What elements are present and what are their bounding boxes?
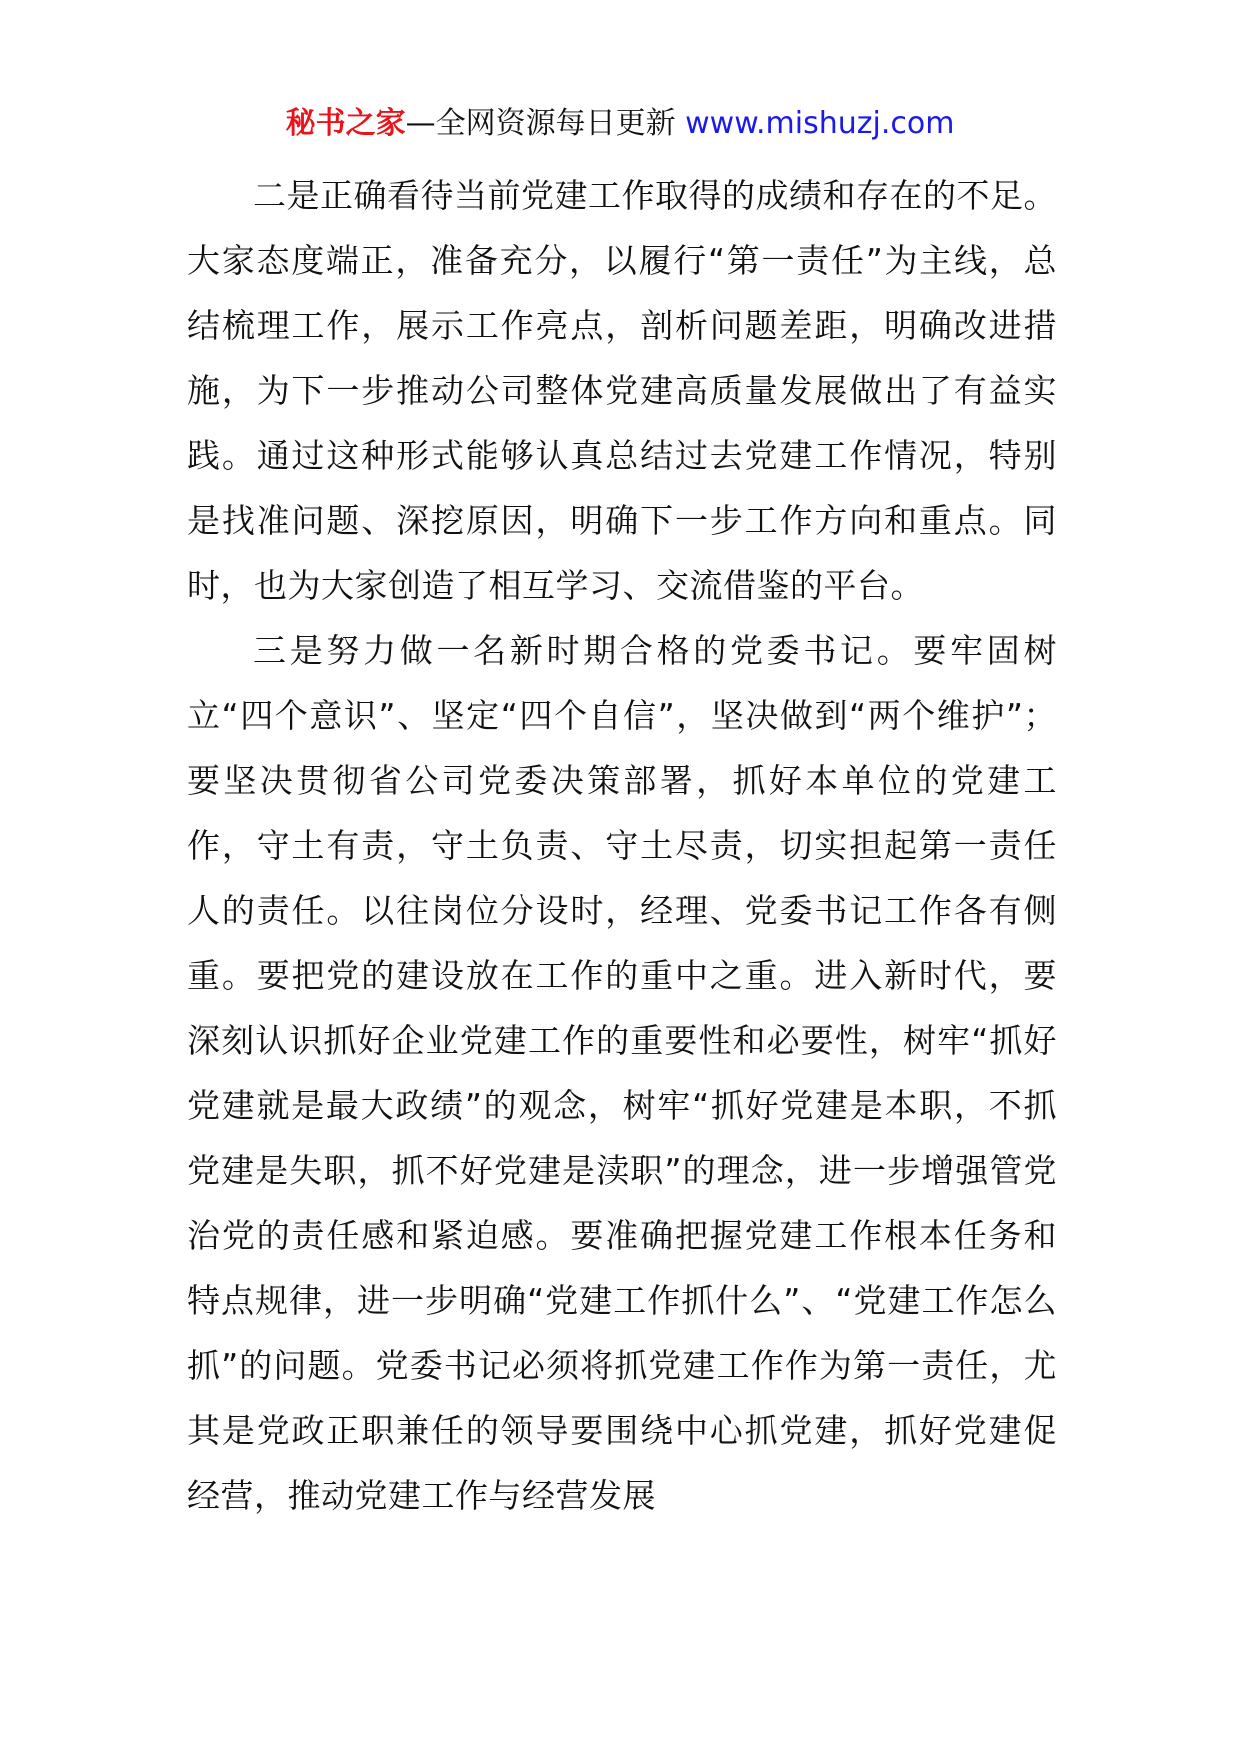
header-slogan: —全网资源每日更新 [405, 106, 676, 141]
document-body [187, 163, 1057, 1528]
brand-name: 秘书之家 [285, 106, 406, 141]
paragraph-second-point: 二是正确看待当前党建工作取得的成绩和存在的不足。大家态度端正，准备充分，以履行“第一责任”为主线，总结梳理工作，展示工作亮点，剖析问题差距，明确改进措施，为下一步推动公司整体党建高质量发展做出了有益实践。通过这种形式能够认真总结过去党建工作情况，特别是找准问题、深挖原因，明确下一步工作方向和重点。同时，也为大家创造了相互学习、交流借鉴的平台。 [187, 176, 1057, 605]
website-link[interactable]: www.mishuzj.com [685, 106, 955, 141]
paragraph-third-point: 三是努力做一名新时期合格的党委书记。要牢固树立“四个意识”、坚定“四个自信”，坚决做到“两个维护”；要坚决贯彻省公司党委决策部署，抓好本单位的党建工作，守土有责，守土负责、守土尽责，切实担起第一责任人的责任。以往岗位分设时，经理、党委书记工作各有侧重。要把党的建设放在工作的重中之重。进入新时代，要深刻认识抓好企业党建工作的重要性和必要性，树牢“抓好党建就是最大政绩”的观念，树牢“抓好党建是本职，不抓党建是失职，抓不好党建是渎职”的理念，进一步增强管党治党的责任感和紧迫感。要准确把握党建工作根本任务和特点规律，进一步明确“党建工作抓什么”、“党建工作怎么抓”的问题。党委书记必须将抓党建工作作为第一责任，尤其是党政正职兼任的领导要围绕中心抓党建，抓好党建促经营，推动党建工作与经营发展 [187, 631, 1057, 1515]
page-header [0, 100, 1240, 148]
